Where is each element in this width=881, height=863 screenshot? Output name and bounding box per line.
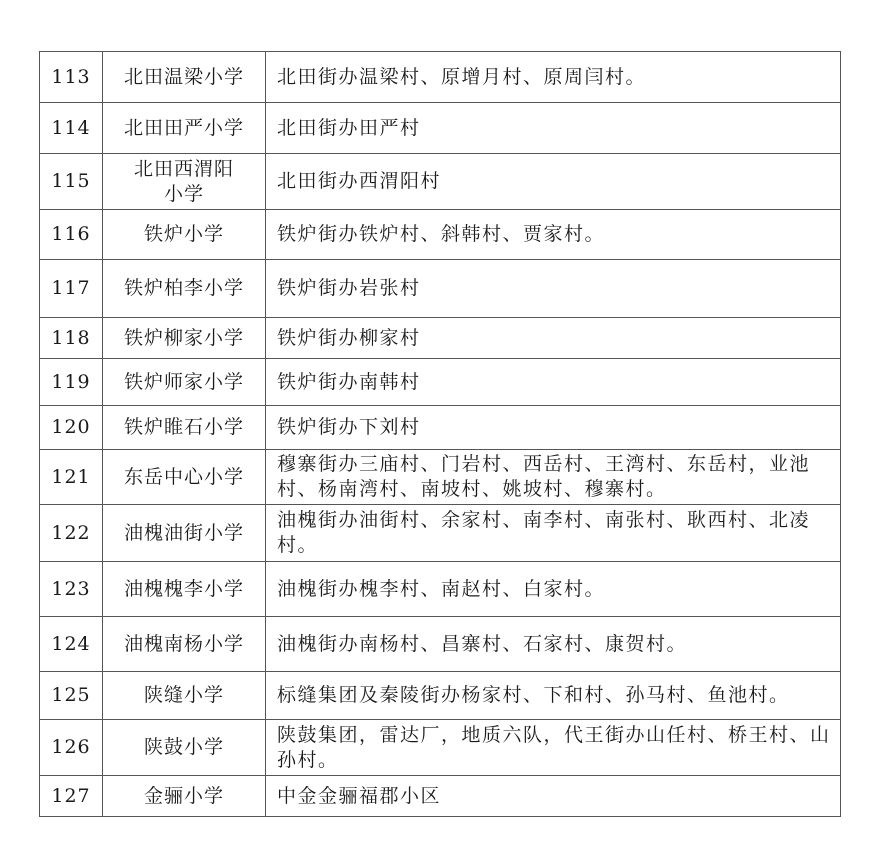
district-area: 北田街办西渭阳村	[266, 154, 841, 210]
row-number: 114	[40, 103, 103, 154]
district-area: 穆寨街办三庙村、门岩村、西岳村、王湾村、东岳村，业池村、杨南湾村、南坡村、姚坡村、穆寨村。	[266, 450, 841, 505]
table-row	[40, 505, 841, 562]
district-area: 铁炉街办铁炉村、斜韩村、贾家村。	[266, 210, 841, 260]
row-number: 117	[40, 260, 103, 318]
district-area: 铁炉街办下刘村	[266, 406, 841, 450]
district-area: 标缝集团及秦陵街办杨家村、下和村、孙马村、鱼池村。	[266, 672, 841, 720]
table-row	[40, 359, 841, 406]
row-number: 122	[40, 505, 103, 562]
table-row	[40, 260, 841, 318]
row-number: 125	[40, 672, 103, 720]
school-name: 油槐槐李小学	[103, 562, 266, 617]
table-row	[40, 776, 841, 817]
table-row	[40, 154, 841, 210]
row-number: 123	[40, 562, 103, 617]
row-number: 120	[40, 406, 103, 450]
table-row	[40, 562, 841, 617]
school-name: 铁炉睢石小学	[103, 406, 266, 450]
district-area: 油槐街办油街村、余家村、南李村、南张村、耿西村、北凌村。	[266, 505, 841, 562]
school-name: 陕缝小学	[103, 672, 266, 720]
district-area: 中金金骊福郡小区	[266, 776, 841, 817]
school-name: 金骊小学	[103, 776, 266, 817]
district-area: 铁炉街办南韩村	[266, 359, 841, 406]
table-row	[40, 617, 841, 672]
row-number: 118	[40, 318, 103, 359]
school-name: 油槐南杨小学	[103, 617, 266, 672]
school-name: 铁炉柳家小学	[103, 318, 266, 359]
district-area: 铁炉街办柳家村	[266, 318, 841, 359]
district-area: 油槐街办南杨村、昌寨村、石家村、康贺村。	[266, 617, 841, 672]
table-row	[40, 318, 841, 359]
table-row	[40, 450, 841, 505]
table-row	[40, 103, 841, 154]
school-name: 陕鼓小学	[103, 720, 266, 776]
district-area: 北田街办温梁村、原增月村、原周闫村。	[266, 52, 841, 103]
row-number: 113	[40, 52, 103, 103]
school-name: 东岳中心小学	[103, 450, 266, 505]
row-number: 127	[40, 776, 103, 817]
row-number: 121	[40, 450, 103, 505]
table-row	[40, 672, 841, 720]
row-number: 116	[40, 210, 103, 260]
school-name: 北田西渭阳小学	[103, 154, 266, 210]
row-number: 115	[40, 154, 103, 210]
district-area: 陕鼓集团，雷达厂，地质六队，代王街办山任村、桥王村、山孙村。	[266, 720, 841, 776]
district-area: 油槐街办槐李村、南赵村、白家村。	[266, 562, 841, 617]
school-name: 铁炉柏李小学	[103, 260, 266, 318]
school-name: 铁炉小学	[103, 210, 266, 260]
school-name: 铁炉师家小学	[103, 359, 266, 406]
row-number: 119	[40, 359, 103, 406]
school-name: 北田温梁小学	[103, 52, 266, 103]
district-area: 铁炉街办岩张村	[266, 260, 841, 318]
school-name: 北田田严小学	[103, 103, 266, 154]
table-row	[40, 210, 841, 260]
school-name: 油槐油街小学	[103, 505, 266, 562]
row-number: 124	[40, 617, 103, 672]
table-row	[40, 406, 841, 450]
row-number: 126	[40, 720, 103, 776]
table-row	[40, 52, 841, 103]
district-area: 北田街办田严村	[266, 103, 841, 154]
school-district-table	[39, 51, 841, 817]
table-row	[40, 720, 841, 776]
